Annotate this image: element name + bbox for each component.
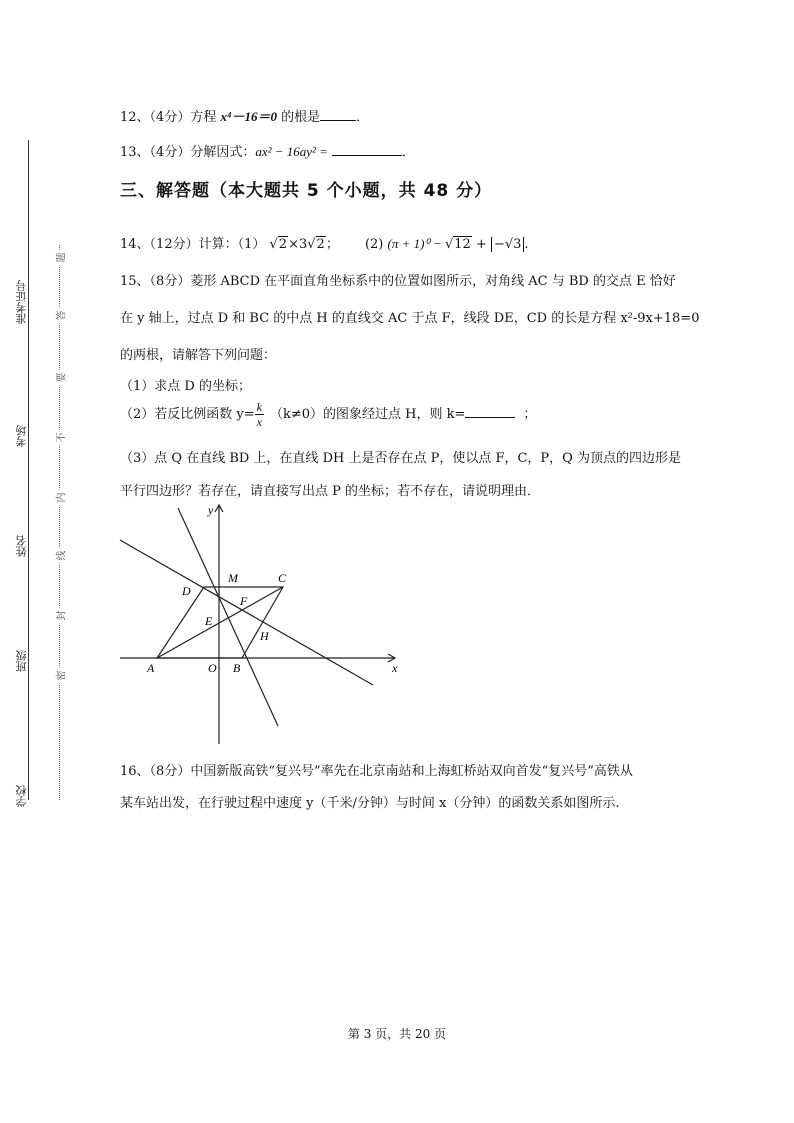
seal-char: 要 [53,370,68,386]
seal-dotted-line [59,245,60,800]
label-c: C [278,571,287,585]
rhombus-coordinate-figure [118,500,404,745]
line-bd-extended [178,508,278,726]
question-15-sub-2 [120,400,536,429]
label-e: E [205,614,213,628]
margin-label-school: 学校 [15,785,28,807]
margin-label-name: 姓名 [15,535,28,557]
question-13 [120,141,415,160]
q14-prefix: 14、（12分）计算：（1） [120,237,266,252]
label-o: O [208,661,217,675]
fraction-denominator: x [256,415,262,429]
label-m: M [228,571,238,585]
q12-answer-blank[interactable] [320,108,356,121]
seal-char: 不 [53,430,68,446]
seal-char: 题 [53,250,68,266]
q13-answer-blank[interactable] [332,143,402,156]
label-x: x [392,661,398,675]
question-15-sub-3-line-2: 平行四边形？若存在，请直接写出点 P 的坐标；若不存在，请说明理由． [120,484,541,499]
label-d: D [182,584,191,598]
page-footer: 第 3 页，共 20 页 [347,1027,447,1041]
label-f: F [240,594,248,608]
line-dh-extended [120,540,373,685]
question-16-line-1: 16、（8分）中国新版高铁“复兴号”率先在北京南站和上海虹桥站双向首发“复兴号”高铁从 [120,764,633,779]
seal-char: 答 [53,308,68,324]
question-15-sub-3-line-1: （3）点 Q 在直线 BD 上，在直线 DH 上是否存在点 P，使以点 F，C，P，Q 为顶点的四边形是 [120,451,681,466]
seal-char: 内 [53,490,68,506]
q15-sub2-post: （k≠0）的图象经过点 H，则 k= [269,407,466,422]
seal-char: 封 [53,608,68,624]
q14-sep: ； [325,237,339,252]
q13-end: ． [401,145,415,160]
q14-p2-a: (π + 1)⁰ − [387,236,445,251]
label-h: H [260,629,269,643]
question-15-sub-1: （1）求点 D 的坐标； [120,379,251,394]
q15-sub2-answer-blank[interactable] [465,405,515,418]
q15-sub2-pre: （2）若反比例函数 y= [120,407,255,422]
margin-label-class: 班级 [15,650,28,672]
q14-p2-sqrt: 12 [454,237,471,252]
q15-sub2-fraction [255,400,264,429]
q13-expression: ax² − 16ay² = [255,144,328,159]
q13-prefix: 13、（4分）分解因式： [120,145,256,160]
label-b: B [233,661,241,675]
section-heading: 三、解答题（本大题共 5 个小题，共 48 分） [120,181,493,201]
question-14: 14、（12分）计算：（1） √2×3√2； (2) (π + 1)⁰ − √12 + −√3 . [120,236,529,252]
q14-p2-lead: (2) [364,237,388,252]
q12-end: ． [356,110,370,125]
q14-p1-sqrt-a: 2 [278,237,288,252]
margin-label-exam-room: 考场 [15,425,28,447]
seal-char: 密 [53,668,68,684]
q14-p2-plus: + [471,237,491,252]
q12-expression: x⁴－16＝0 [220,109,277,124]
q12-prefix: 12、（4分）方程 [120,110,221,125]
q14-end: . [524,237,529,252]
label-a: A [147,661,155,675]
label-y: y [208,503,214,517]
margin-rule [28,140,29,800]
question-15-line-3: 的两根，请解答下列问题： [120,348,277,363]
question-12 [120,106,369,125]
q14-p1-sqrt-b: 2 [316,237,325,252]
question-15-line-1: 15、（8分）菱形 ABCD 在平面直角坐标系中的位置如图所示，对角线 AC 与 BD 的交点 E 恰好 [120,274,676,289]
q14-p2-abs: −√3 [491,237,524,252]
fraction-numerator: k [256,400,262,414]
margin-label-exam-id: 准考证号 [15,280,28,324]
q15-sub2-end: ； [523,407,537,422]
question-15-line-2: 在 y 轴上，过点 D 和 BC 的中点 H 的直线交 AC 于点 F，线段 DE，CD 的长是方程 x²-9x+18=0 [120,311,700,326]
q12-suffix: 的根是 [276,110,321,125]
question-16-line-2: 某车站出发，在行驶过程中速度 y（千米/分钟）与时间 x（分钟）的函数关系如图所示. [120,796,620,811]
q14-p1-mid: ×3 [288,237,308,252]
seal-char: 线 [53,548,68,564]
